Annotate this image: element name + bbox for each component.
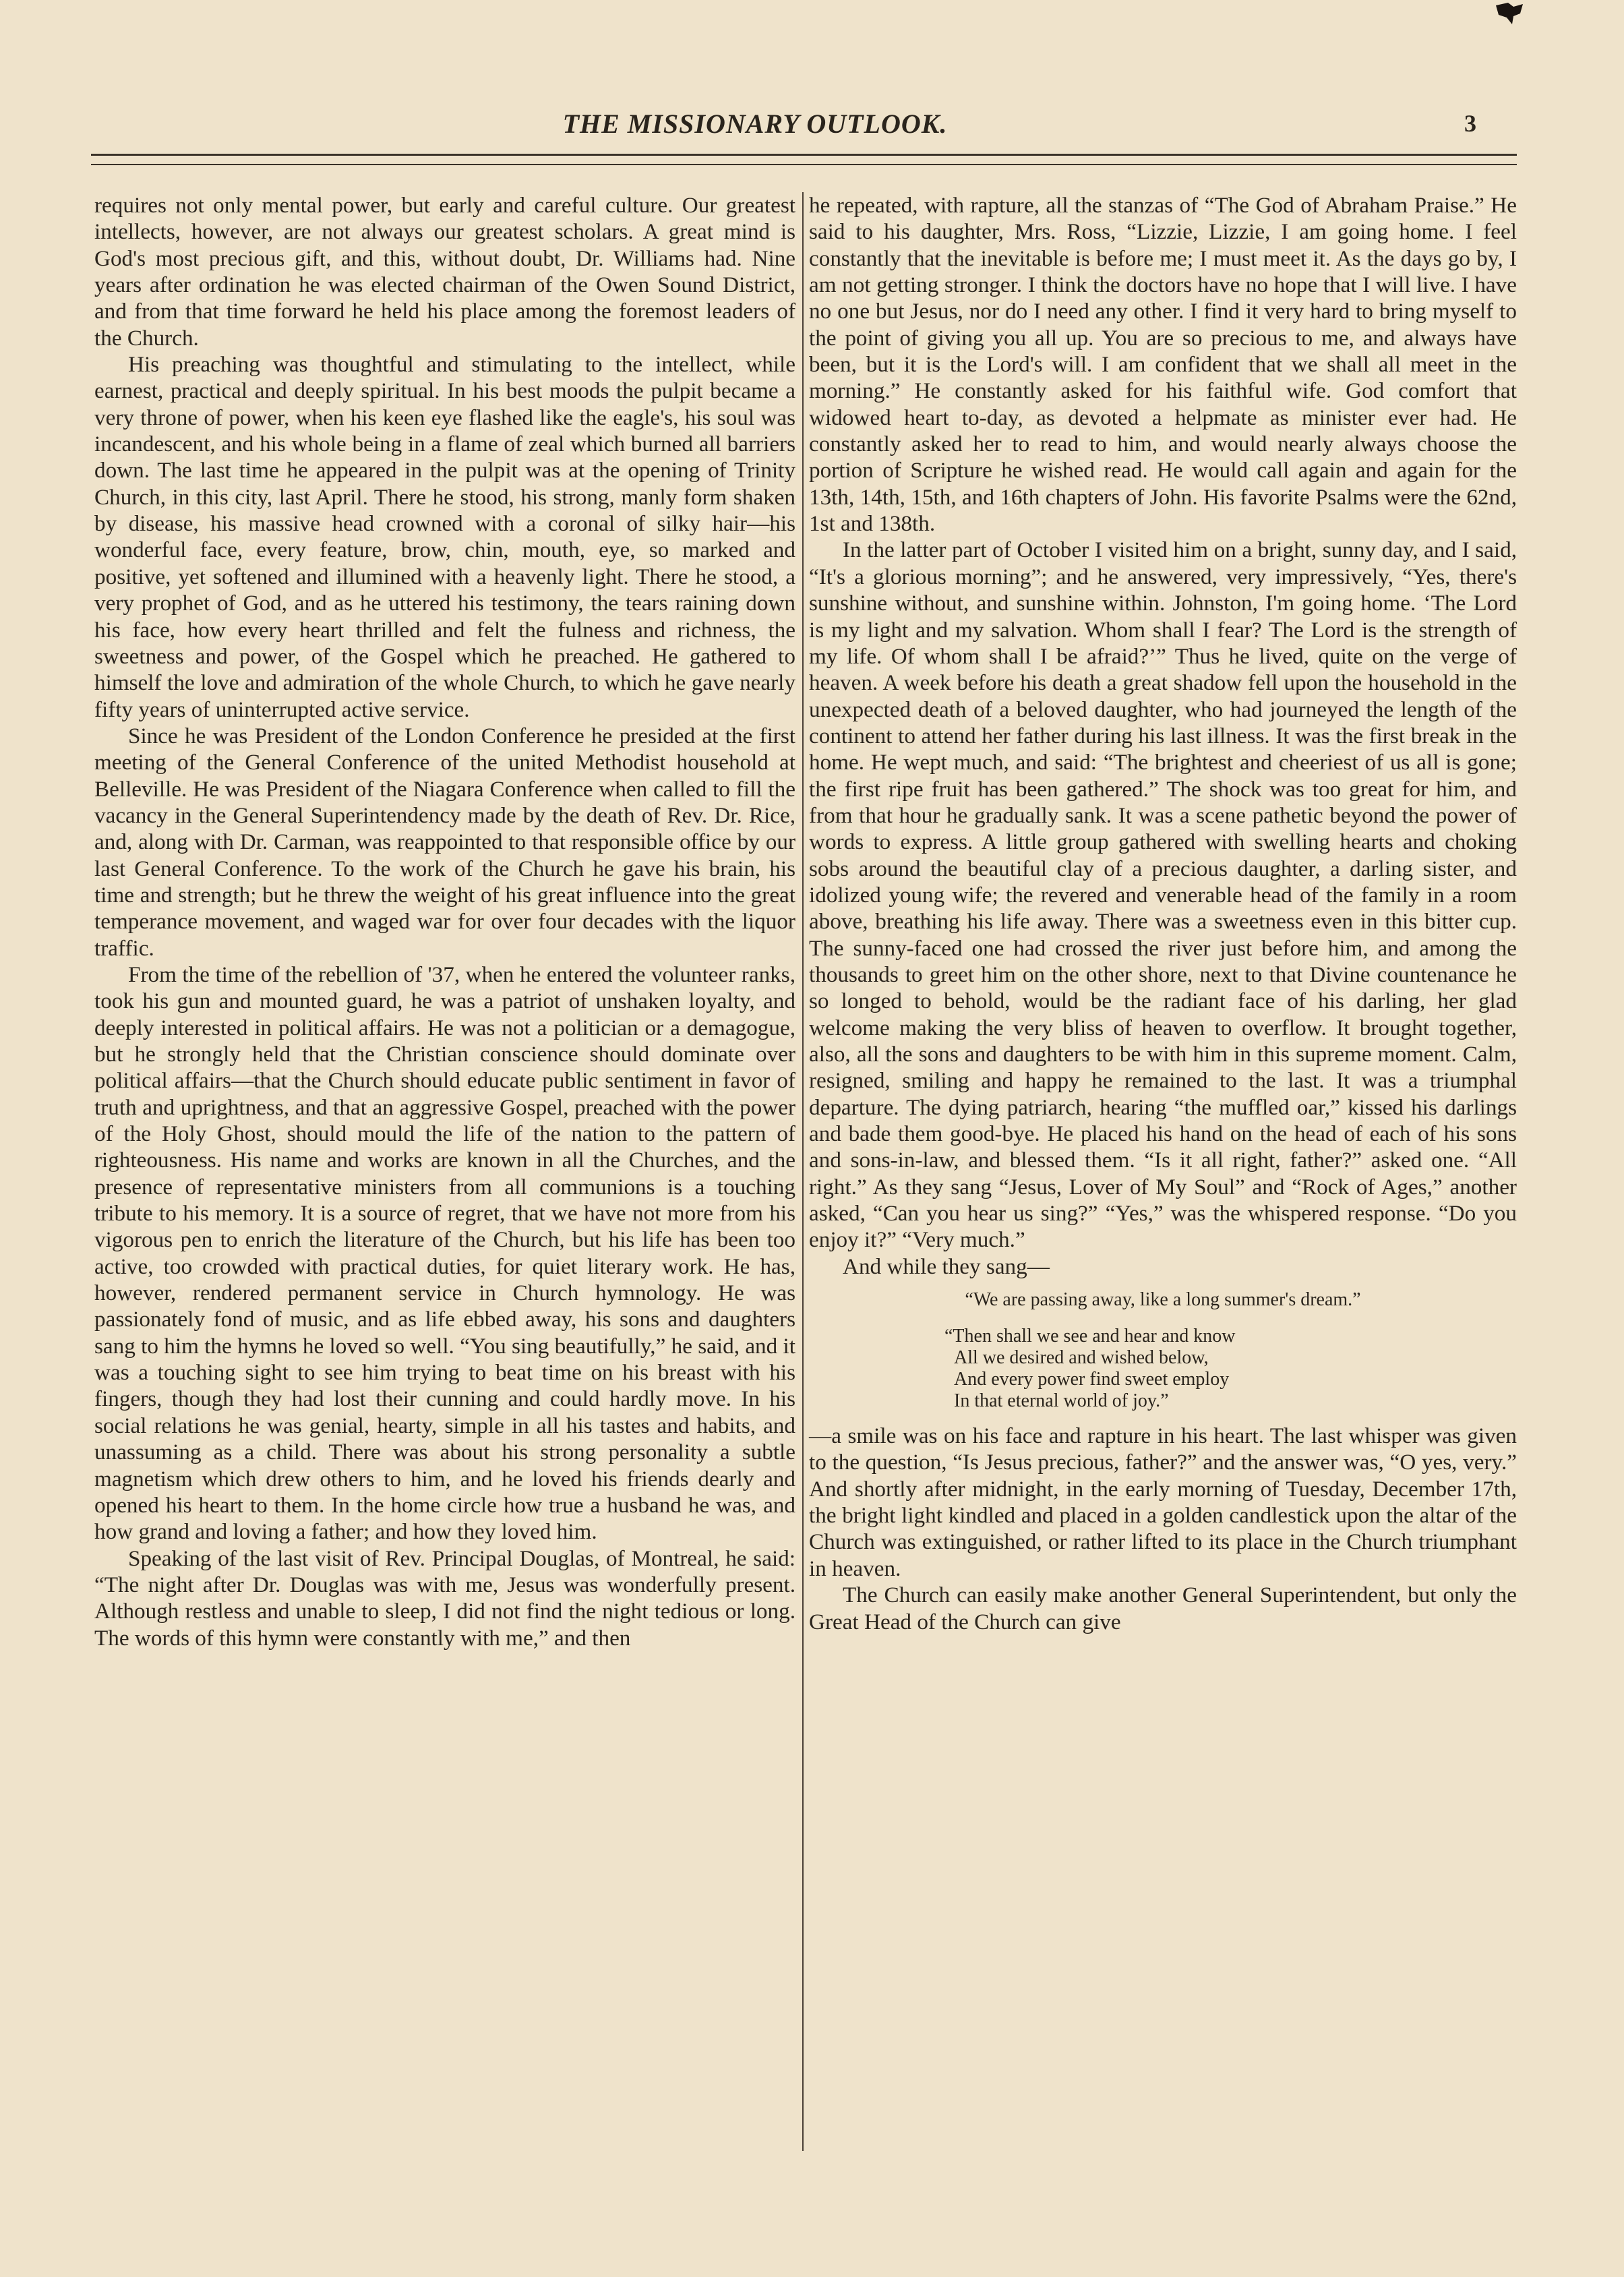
paragraph: His preaching was thoughtful and stimulating to the intellect, while earnest, practical and deeply spiritual. In his best moods the pulpit became a very throne of power, when his keen eye flashed like the eagle's, his soul was incandescent, and his whole being in a flame of zeal which burned all barriers down. The last time he appeared in the pulpit was at the opening of Trinity Church, in this city, last April. There he stood, his strong, manly form shaken by disease, his massive head crowned with a coronal of silky hair—his wonderful face, every feature, brow, chin, mouth, eye, so marked and positive, yet softened and illumined with a heavenly light. There he stood, a very prophet of God, and as he uttered his testimony, the tears raining down his face, how every heart thrilled and felt the fulness and richness, the sweetness and power, of the Gospel which he preached. He gathered to himself the love and admiration of the whole Church, to which he gave nearly fifty years of uninterrupted active service.: [94, 352, 795, 722]
paragraph: In the latter part of October I visited him on a bright, sunny day, and I said, “It's a glorious morning”; and he answered, very impressively, “Yes, there's sunshine without, and sunshine within. Johnston, I'm going home. ‘The Lord is my light and my salvation. Whom shall I fear? The Lord is the strength of my life. Of whom shall I be afraid?’” Thus he lived, quite on the verge of heaven. A week before his death a great shadow fell upon the household in the unexpected death of a beloved daughter, who had journeyed the length of the continent to attend her father during his last illness. It was the first break in the home. He wept much, and said: “The brightest and cheeriest of us all is gone; the first ripe fruit has been gathered.” The shock was too great for him, and from that hour he gradually sank. It was a scene pathetic beyond the power of words to express. A little group gathered with swelling hearts and choking sobs around the beautiful clay of a precious daughter, a darling sister, and idolized young wife; the revered and venerable head of the family in a room above, breathing his life away. There was a sweetness even in this bitter cup. The sunny-faced one had crossed the river just before him, and among the thousands to greet him on the other shore, next to that Divine countenance he so longed to behold, would be the radiant face of his darling, her glad welcome making the very bliss of heaven to overflow. It brought together, also, all the sons and daughters to be with him in this supreme moment. Calm, resigned, smiling and happy he remained to the last. It was a triumphal departure. The dying patriarch, hearing “the muffled oar,” kissed his darlings and bade them good-bye. He placed his hand on the head of each of his sons and sons-in-law, and blessed them. “Is it all right, father?” asked one. “All right.” As they sang “Jesus, Lover of My Soul” and “Rock of Ages,” another asked, “Can you hear us sing?” “Yes,” was the whispered response. “Do you enjoy it?” “Very much.”: [809, 537, 1517, 1253]
left-column: [94, 192, 795, 1651]
hymn-line: “We are passing away, like a long summer's dream.”: [965, 1289, 1361, 1311]
ink-blot-mark: [1493, 0, 1527, 26]
stanza-line: In that eternal world of joy.”: [954, 1390, 1169, 1412]
paragraph: And while they sang—: [843, 1253, 1050, 1279]
paragraph: From the time of the rebellion of '37, when he entered the volunteer ranks, took his gun and mounted guard, he was a patriot of unshaken loyalty, and deeply interested in political affairs. He was not a politician or a demagogue, but he strongly held that the Christian conscience should dominate over political affairs—that the Church should educate public sentiment in favor of truth and uprightness, and that an aggressive Gospel, preached with the power of the Holy Ghost, should mould the life of the nation to the pattern of righteousness. His name and works are known in all the Churches, and the presence of representative ministers from all communions is a touching tribute to his memory. It is a source of regret, that we have not more from his vigorous pen to enrich the literature of the Church, but his life has been too active, too crowded with practical duties, for quiet literary work. He has, however, rendered permanent service in Church hymnology. He was passionately fond of music, and as life ebbed away, his sons and daughters sang to him the hymns he loved so well. “You sing beautifully,” he said, and it was a touching sight to see him trying to beat time on his breast with his fingers, though they had lost their cunning and could hardly move. In his social relations he was genial, hearty, simple in all his tastes and habits, and unassuming as a child. There was about his strong personality a subtle magnetism which drew others to him, and he loved his friends dearly and opened his heart to them. In the home circle how true a husband he was, and how grand and loving a father; and how they loved him.: [94, 962, 795, 1545]
hymn-stanza: [944, 1326, 1517, 1412]
paragraph: The Church can easily make another General Superintendent, but only the Great Head of the Church can give: [809, 1583, 1517, 1634]
paragraph: he repeated, with rapture, all the stanzas of “The God of Abraham Praise.” He said to his daughter, Mrs. Ross, “Lizzie, Lizzie, I am going home. I feel constantly that the inevitable is before me; I must meet it. As the days go by, I am not getting stronger. I think the doctors have no hope that I will live. I have no one but Jesus, nor do I need any other. I find it very hard to bring myself to the point of giving you all up. You are so precious to me, and always have been, but it is the Lord's will. I am confident that we shall all meet in the morning.” He constantly asked for his faithful wife. God comfort that widowed heart to-day, as devoted a helpmate as minister ever had. He constantly asked her to read to him, and would nearly always choose the portion of Scripture he wished read. He would call again and again for the 13th, 14th, 15th, and 16th chapters of John. His favorite Psalms were the 62nd, 1st and 138th.: [809, 193, 1517, 537]
right-column: [809, 192, 1517, 1635]
paragraph: —a smile was on his face and rapture in his heart. The last whisper was given to the question, “Is Jesus precious, father?” and the answer was, “O yes, very.” And shortly after midnight, in the early morning of Tuesday, December 17th, the bright light kindled and placed in a golden candlestick upon the altar of the Church was extinguished, or rather lifted to its place in the Church triumphant in heaven.: [809, 1423, 1517, 1581]
running-title: THE MISSIONARY OUTLOOK.: [562, 109, 948, 139]
stanza-line: And every power find sweet employ: [954, 1369, 1230, 1390]
stanza-line: “Then shall we see and hear and know: [944, 1326, 1236, 1347]
column-divider: [802, 192, 804, 2151]
page-header: [91, 108, 1513, 155]
stanza-line: All we desired and wished below,: [954, 1347, 1209, 1369]
paragraph: Since he was President of the London Conference he presided at the first meeting of the General Conference of the united Methodist household at Belleville. He was President of the Niagara Conference when called to fill the vacancy in the General Superintendency made by the death of Rev. Dr. Rice, and, along with Dr. Carman, was reappointed to that responsible office by our last General Conference. To the work of the Church he gave his brain, his time and strength; but he threw the weight of his great influence into the great temperance movement, and waged war for over four decades with the liquor traffic.: [94, 723, 795, 961]
hymn-quotation: [809, 1289, 1517, 1412]
paragraph: Speaking of the last visit of Rev. Principal Douglas, of Montreal, he said: “The night after Dr. Douglas was with me, Jesus was wonderfully present. Although restless and unable to sleep, I did not find the night tedious or long. The words of this hymn were constantly with me,” and then: [94, 1545, 795, 1651]
header-rule-bottom: [91, 164, 1517, 165]
paragraph: requires not only mental power, but early and careful culture. Our greatest intellects, however, are not always our greatest scholars. A great mind is God's most precious gift, and this, without doubt, Dr. Williams had. Nine years after ordination he was elected chairman of the Owen Sound District, and from that time forward he held his place among the foremost leaders of the Church.: [94, 193, 795, 351]
header-rule-top: [91, 154, 1517, 156]
page-number: 3: [1464, 110, 1476, 137]
